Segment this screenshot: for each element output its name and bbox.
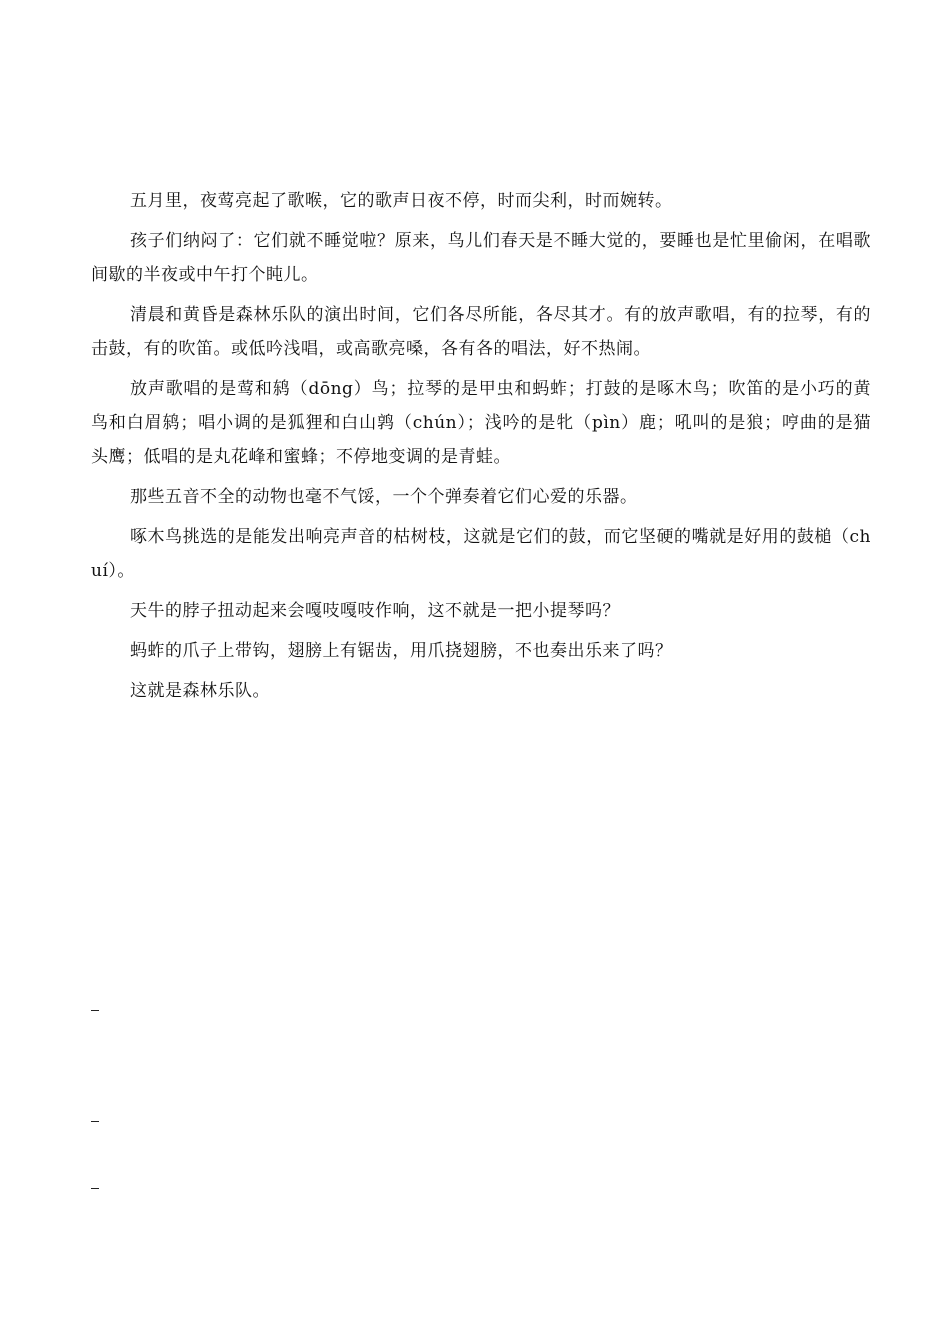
paragraph-5: 那些五音不全的动物也毫不气馁，一个个弹奏着它们心爱的乐器。 <box>130 487 638 507</box>
paragraph-9: 这就是森林乐队。 <box>130 681 270 701</box>
blank-line-mark-3 <box>91 1188 99 1189</box>
paragraph-2: 孩子们纳闷了：它们就不睡觉啦？原来，鸟儿们春天是不睡大觉的，要睡也是忙里偷闲，在唱歌间歇的半夜或中午打个盹儿。 <box>91 231 871 285</box>
paragraph-3: 清晨和黄昏是森林乐队的演出时间，它们各尽所能，各尽其才。有的放声歌唱，有的拉琴，有的击鼓，有的吹笛。或低吟浅唱，或高歌亮嗓，各有各的唱法，好不热闹。 <box>91 305 871 359</box>
paragraph-6: 啄木鸟挑选的是能发出响亮声音的枯树枝，这就是它们的鼓，而它坚硬的嘴就是好用的鼓槌（chuí）。 <box>91 527 871 581</box>
paragraph-4: 放声歌唱的是莺和鸫（dōng）鸟；拉琴的是甲虫和蚂蚱；打鼓的是啄木鸟；吹笛的是小巧的黄鸟和白眉鸫；唱小调的是狐狸和白山鹑（chún）；浅吟的是牝（pìn）鹿；吼叫的是狼；哼曲的是猫头鹰；低唱的是丸花峰和蜜蜂；不停地变调的是青蛙。 <box>91 379 871 467</box>
blank-line-mark-2 <box>91 1121 99 1122</box>
paragraph-8: 蚂蚱的爪子上带钩，翅膀上有锯齿，用爪挠翅膀，不也奏出乐来了吗？ <box>130 641 673 661</box>
paragraph-1: 五月里，夜莺亮起了歌喉，它的歌声日夜不停，时而尖利，时而婉转。 <box>130 191 673 211</box>
paragraph-7: 天牛的脖子扭动起来会嘎吱嘎吱作响，这不就是一把小提琴吗？ <box>130 601 620 621</box>
article-body <box>91 184 871 714</box>
blank-line-mark-1 <box>91 1010 99 1011</box>
